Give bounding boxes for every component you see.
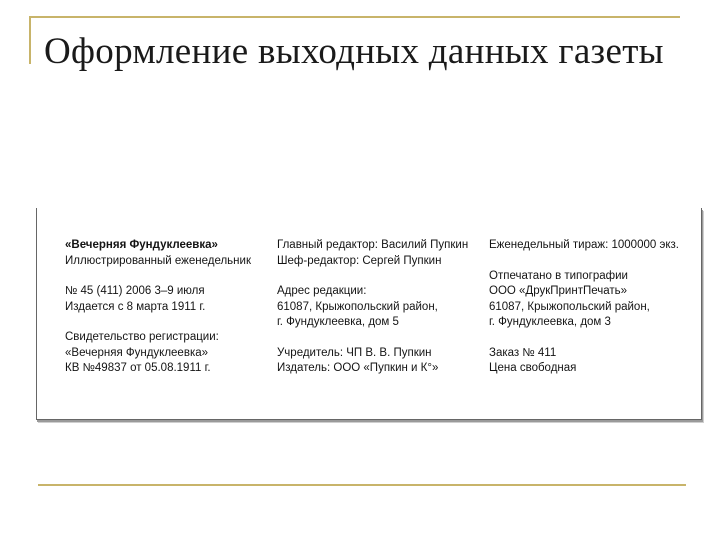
spacer xyxy=(277,269,482,284)
slide-bottom-rule xyxy=(38,484,686,486)
registration-title: Свидетельство регистрации: xyxy=(65,331,219,343)
imprint-column-printing xyxy=(489,238,694,377)
founder: Учредитель: ЧП В. В. Пупкин xyxy=(277,346,432,359)
editorial-address-line-1: 61087, Крыжопольский район, xyxy=(277,300,438,313)
slide-top-rule xyxy=(30,16,680,18)
published-since: Издается с 8 марта 1911 г. xyxy=(65,300,206,313)
printing-address-line-1: 61087, Крыжопольский район, xyxy=(489,300,650,313)
editorial-address-line-2: г. Фундуклеевка, дом 5 xyxy=(277,316,399,328)
spacer xyxy=(65,269,270,284)
newspaper-type: Иллюстрированный еженедельник xyxy=(65,254,251,267)
printing-house: ООО «ДрукПринтПечать» xyxy=(489,285,628,297)
editorial-address-title: Адрес редакции: xyxy=(277,285,367,297)
imprint-column-masthead xyxy=(65,238,270,377)
spacer xyxy=(65,315,270,330)
circulation: Еженедельный тираж: 1000000 экз. xyxy=(489,239,679,251)
spacer xyxy=(489,331,694,346)
newspaper-name: «Вечерняя Фундуклеевка» xyxy=(65,239,218,251)
registration-number: КВ №49837 от 05.08.1911 г. xyxy=(65,362,211,374)
imprint-column-editorial xyxy=(277,238,482,377)
printed-at-title: Отпечатано в типографии xyxy=(489,269,628,282)
publisher: Издатель: ООО «Пупкин и К°» xyxy=(277,362,439,374)
slide-title: Оформление выходных данных газеты xyxy=(44,31,664,72)
chef-editor: Шеф-редактор: Сергей Пупкин xyxy=(277,254,442,267)
newspaper-imprint-box xyxy=(36,208,702,420)
slide-left-rule xyxy=(29,16,31,64)
chief-editor: Главный редактор: Василий Пупкин xyxy=(277,239,469,251)
order-number: Заказ № 411 xyxy=(489,346,557,359)
registration-name: «Вечерняя Фундуклеевка» xyxy=(65,346,209,359)
spacer xyxy=(277,331,482,346)
issue-number: № 45 (411) 2006 3–9 июля xyxy=(65,285,205,297)
spacer xyxy=(489,254,694,269)
price: Цена свободная xyxy=(489,362,577,374)
printing-address-line-2: г. Фундуклеевка, дом 3 xyxy=(489,316,611,328)
